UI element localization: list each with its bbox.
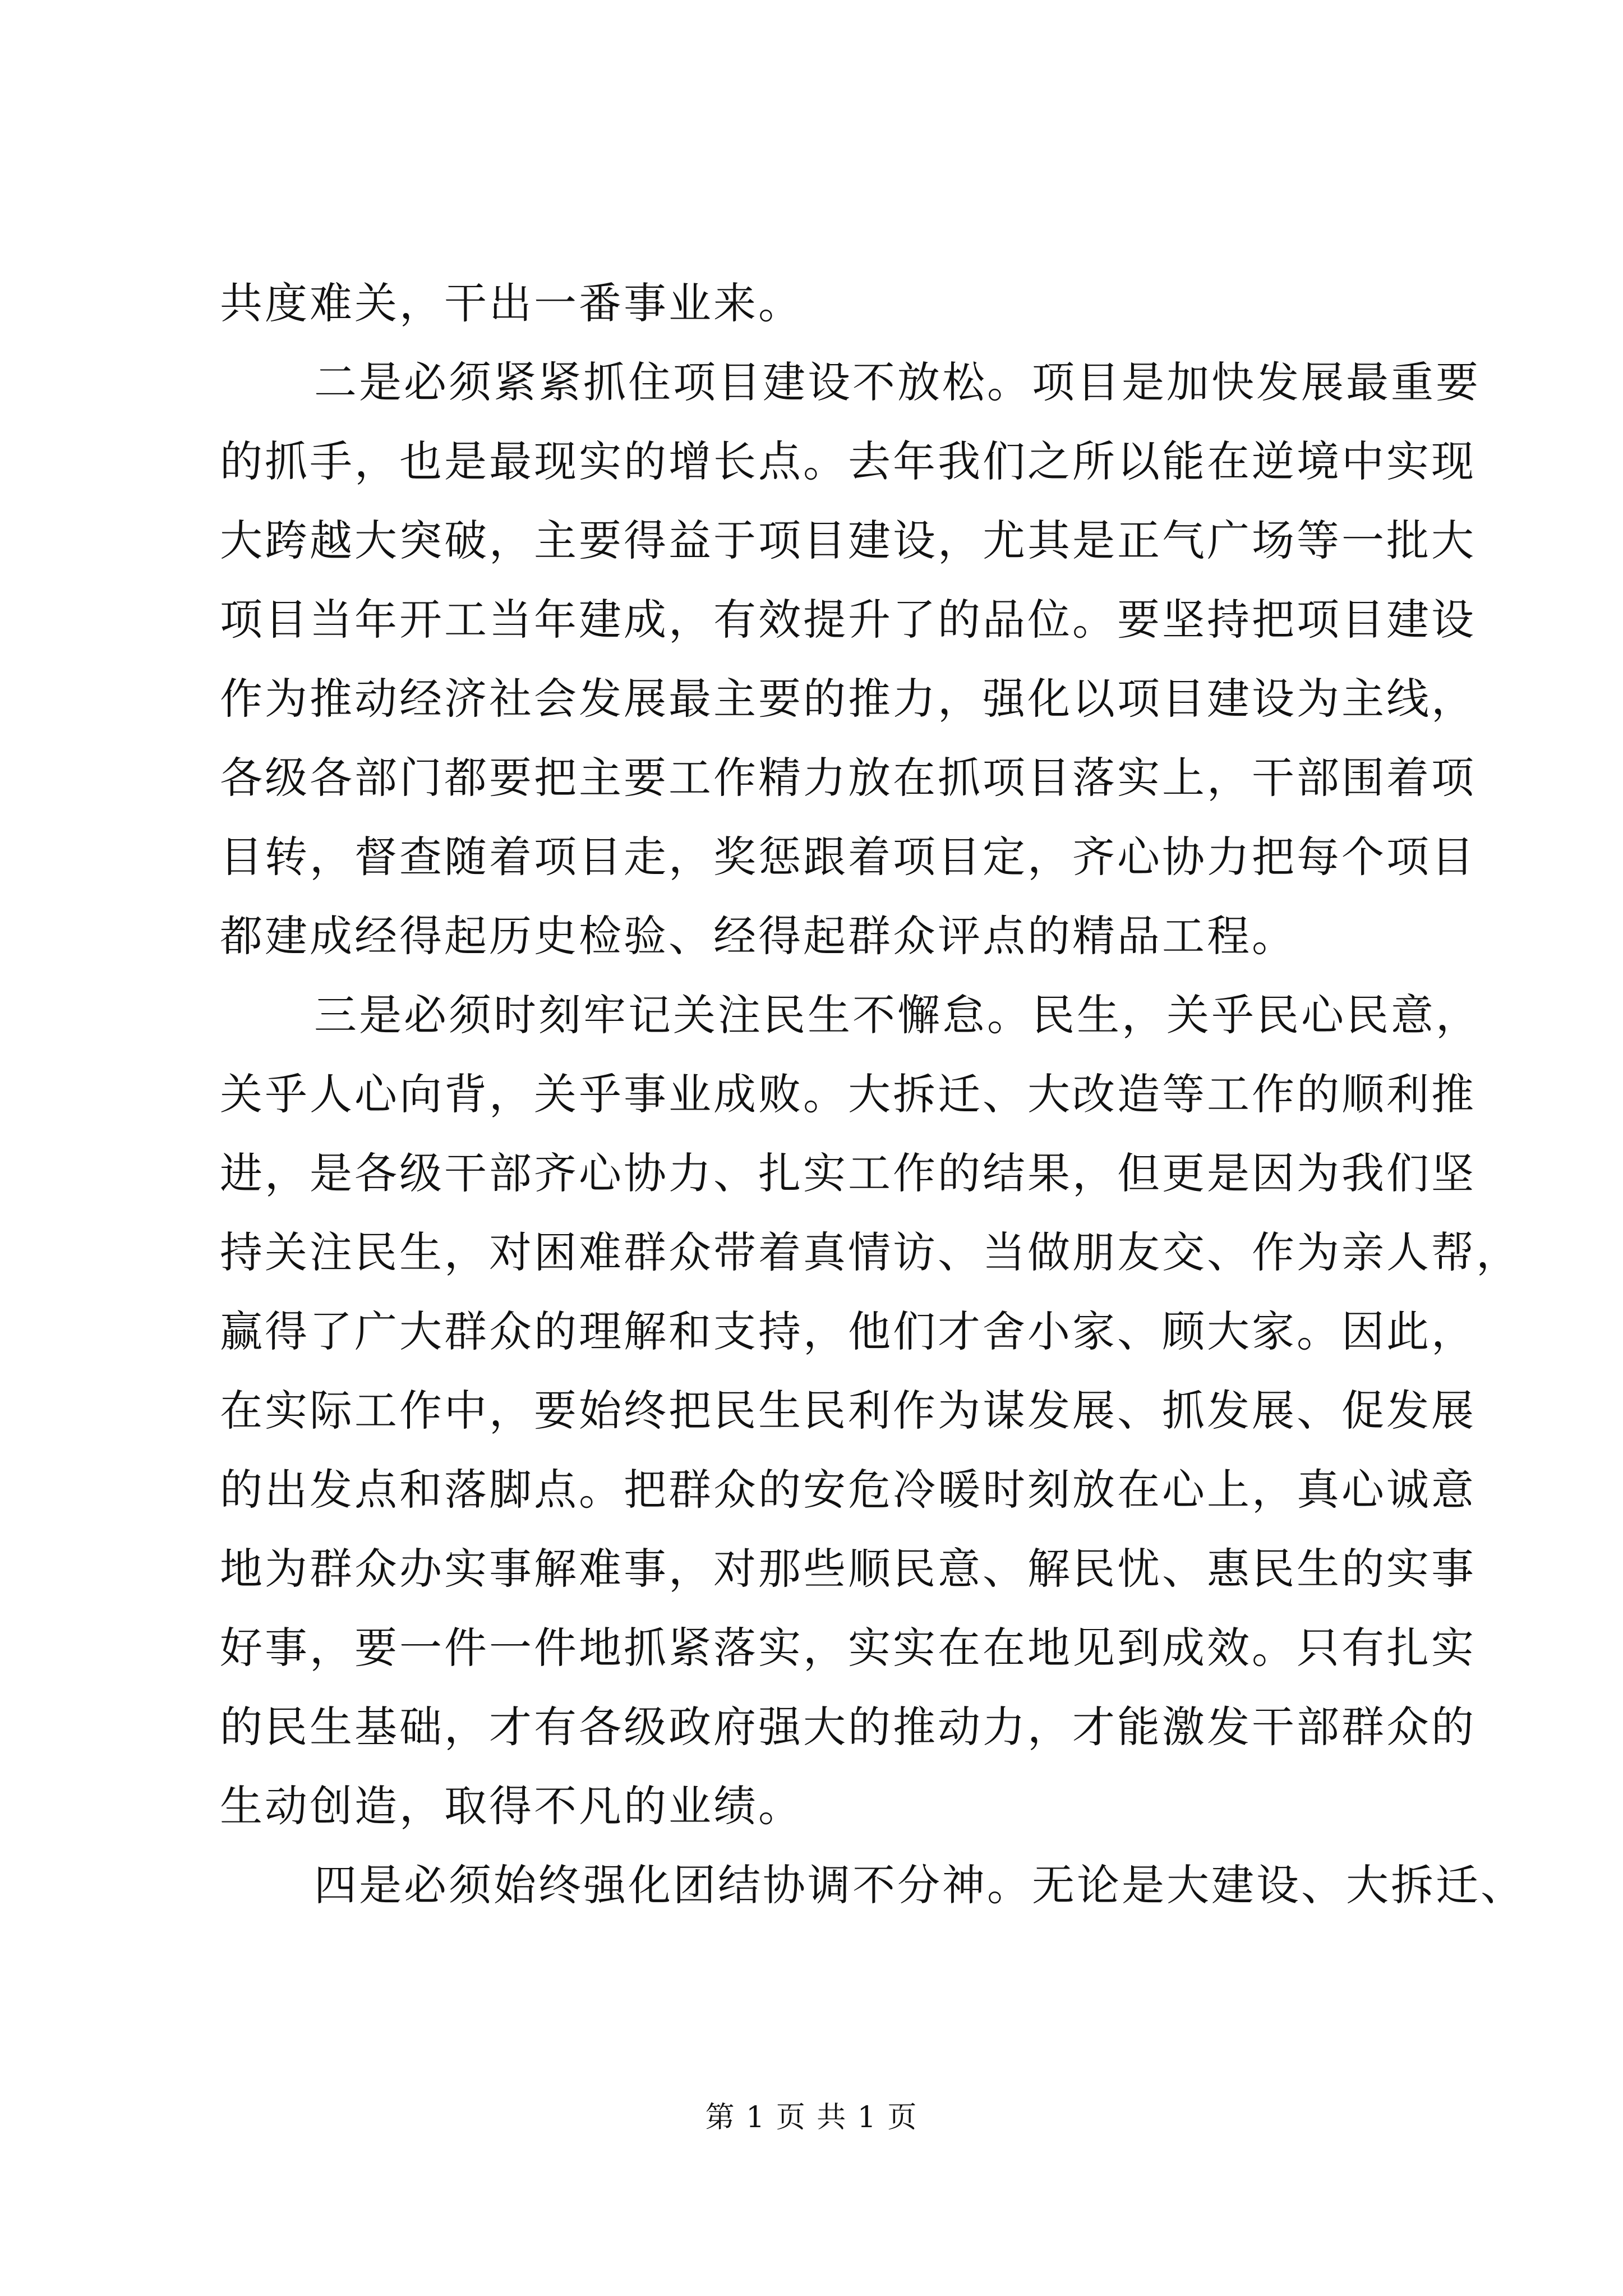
text-line: 的抓手，也是最现实的增长点。去年我们之所以能在逆境中实现	[220, 436, 1476, 486]
text-line: 关乎人心向背，关乎事业成败。大拆迁、大改造等工作的顺利推	[220, 1069, 1476, 1119]
document-body	[220, 264, 1525, 1925]
text-line: 地为群众办实事解难事，对那些顺民意、解民忧、惠民生的实事	[220, 1544, 1476, 1594]
text-line: 都建成经得起历史检验、经得起群众评点的精品工程。	[220, 911, 1297, 961]
text-line: 的出发点和落脚点。把群众的安危冷暖时刻放在心上，真心诚意	[220, 1465, 1476, 1515]
text-line: 在实际工作中，要始终把民生民利作为谋发展、抓发展、促发展	[220, 1386, 1476, 1435]
text-line: 赢得了广大群众的理解和支持，他们才舍小家、顾大家。因此，	[220, 1306, 1476, 1356]
text-line: 各级各部门都要把主要工作精力放在抓项目落实上，干部围着项	[220, 753, 1476, 803]
text-line: 项目当年开工当年建成，有效提升了的品位。要坚持把项目建设	[220, 595, 1476, 645]
text-line: 生动创造，取得不凡的业绩。	[220, 1781, 803, 1831]
page-footer: 第 1 页 共 1 页	[705, 2101, 918, 2134]
text-line: 进，是各级干部齐心协力、扎实工作的结果，但更是因为我们坚	[220, 1148, 1476, 1198]
text-line: 大跨越大突破，主要得益于项目建设，尤其是正气广场等一批大	[220, 516, 1476, 565]
text-line: 三是必须时刻牢记关注民生不懈怠。民生，关乎民心民意，	[314, 990, 1481, 1040]
text-line: 目转，督查随着项目走，奖惩跟着项目定，齐心协力把每个项目	[220, 832, 1476, 882]
text-line: 的民生基础，才有各级政府强大的推动力，才能激发干部群众的	[220, 1702, 1476, 1752]
text-line: 好事，要一件一件地抓紧落实，实实在在地见到成效。只有扎实	[220, 1623, 1476, 1673]
text-line: 四是必须始终强化团结协调不分神。无论是大建设、大拆迁、	[314, 1860, 1525, 1910]
text-line: 持关注民生，对困难群众带着真情访、当做朋友交、作为亲人帮，	[220, 1227, 1521, 1277]
text-line: 共度难关，干出一番事业来。	[220, 278, 803, 328]
text-line: 作为推动经济社会发展最主要的推力，强化以项目建设为主线，	[220, 674, 1476, 724]
text-line: 二是必须紧紧抓住项目建设不放松。项目是加快发展最重要	[314, 357, 1481, 407]
